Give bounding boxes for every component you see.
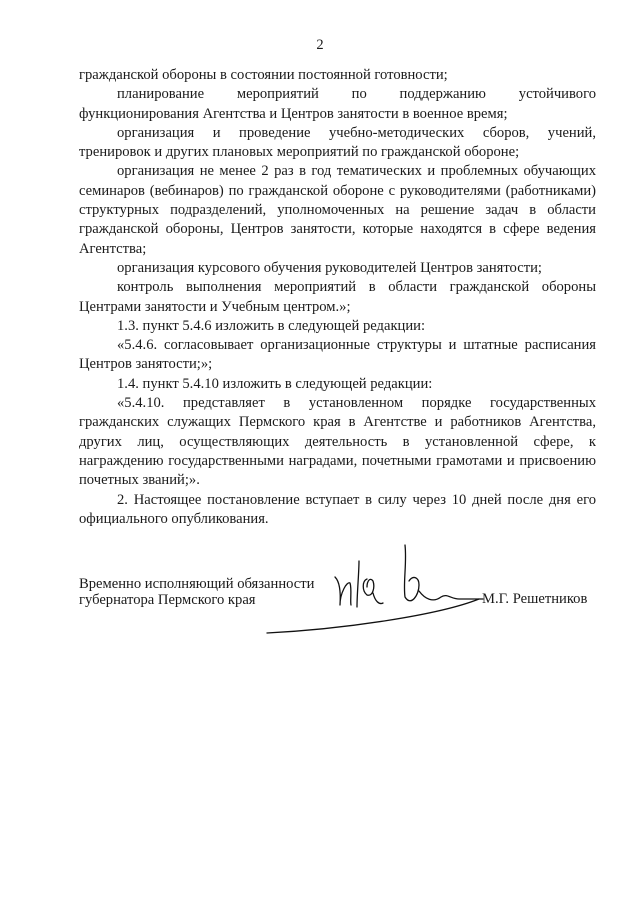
paragraph: «5.4.6. согласовывает организационные структуры и штатные расписания Центров занятости;»; (79, 337, 596, 373)
paragraph: 2. Настоящее постановление вступает в силу через 10 дней после дня его официального опубликования. (79, 491, 596, 527)
signature-stroke (335, 577, 351, 605)
paragraph: контроль выполнения мероприятий в области гражданской обороны Центрами занятости и Учебным центром.»; (79, 279, 596, 315)
handwritten-signature (255, 535, 525, 635)
signature-stroke (404, 545, 419, 601)
signatory-title-line: Временно исполняющий обязанности (79, 576, 315, 592)
signature-stroke (419, 591, 483, 600)
paragraph: гражданской обороны в состоянии постоянной готовности; (79, 67, 448, 83)
paragraph: 1.4. пункт 5.4.10 изложить в следующей редакции: (117, 375, 433, 392)
paragraph: 1.3. пункт 5.4.6 изложить в следующей редакции: (117, 317, 426, 334)
page-number: 2 (316, 37, 324, 53)
signatory-name: М.Г. Решетников (482, 591, 588, 607)
paragraph: «5.4.10. представляет в установленном порядке государственных гражданских служащих Пермского края в Агентстве и работников Агентства, других лиц, осуществляющих деятельность в установленной сфере, к награждению государственными наградами, почетными грамотами и присвоению почетных званий;». (79, 395, 596, 489)
paragraph: организация курсового обучения руководителей Центров занятости; (117, 259, 542, 276)
signature-stroke (363, 579, 374, 595)
document-body (79, 66, 596, 529)
signature-stroke (373, 593, 383, 604)
paragraph: организация не менее 2 раз в год тематических и проблемных обучающих семинаров (вебинаров) по гражданской обороне с руководителями (работниками) структурных подразделений, уполномоченных на решение задач в области гражданской обороны, Центров занятости, которые находятся в сфере ведения Агентства; (79, 163, 596, 257)
signature-stroke (267, 599, 479, 633)
signature-stroke (357, 561, 359, 607)
signatory-title-line: губернатора Пермского края (79, 591, 256, 608)
paragraph: планирование мероприятий по поддержанию устойчивого функционирования Агентства и Центров занятости в военное время; (79, 86, 596, 122)
paragraph: организация и проведение учебно-методических сборов, учений, тренировок и других плановых мероприятий по гражданской обороне; (79, 124, 596, 161)
